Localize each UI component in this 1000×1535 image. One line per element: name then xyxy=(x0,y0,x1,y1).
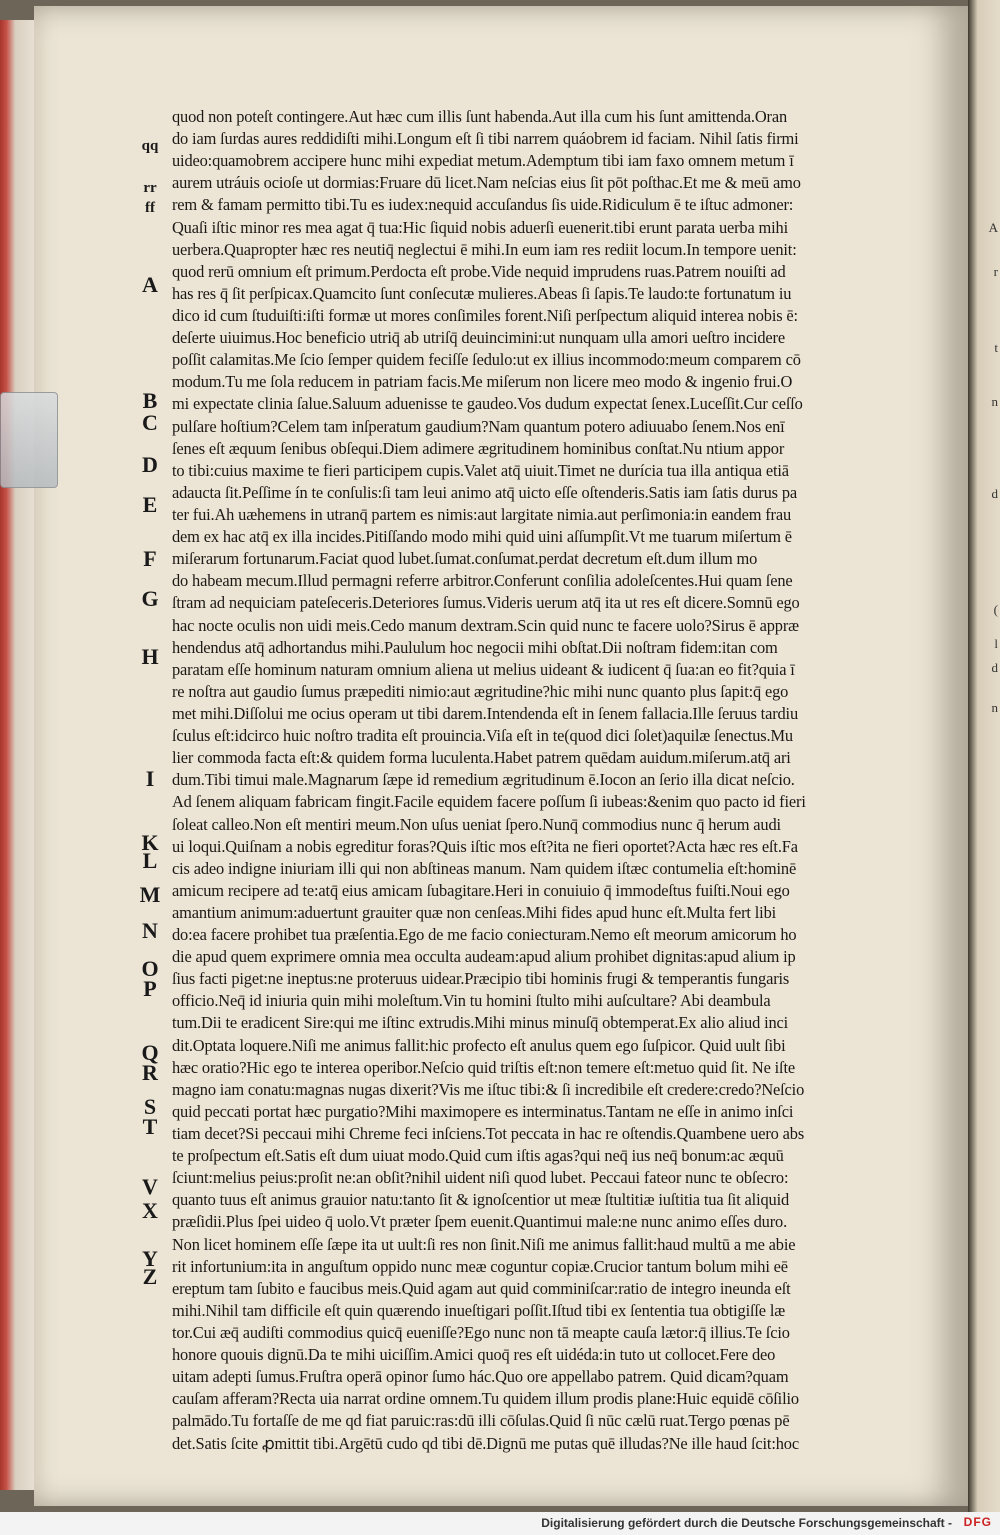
text-line: quod non poteſt contingere.Aut hæc cum illis ſunt habenda.Aut illa cum his ſunt amittenda.Oran xyxy=(172,107,787,126)
text-line: præſidii.Plus ſpei uideo q̄ uolo.Vt præter ſpem euenit.Quantimui male:ne nunc animo eſſes duro. xyxy=(172,1212,788,1232)
text-line: modum.Tu me ſola reducem in patriam facis.Me miſerum non licere meo modo & ingenio frui.O xyxy=(172,372,793,392)
text-line: ſculus eſt:idcirco huic noſtro tradita eſt prouincia.Viſa eſt in te(quod dici ſolet)aquilæ ſenectus.Mu xyxy=(172,726,793,746)
text-line: dum.Tibi timui male.Magnarum ſæpe id remedium ægritudinum ē.Iocon an ſerio illa dicat neſcio. xyxy=(172,770,795,790)
margin-letter: V xyxy=(142,1174,158,1199)
margin-letter: O xyxy=(141,956,159,981)
text-line: Quaſi iſtic minor res mea agat q̄ tua:Hic ſiquid nobis aduerſi euenerit.tibi erunt parata uerba mihi xyxy=(172,217,788,237)
footer-bar xyxy=(0,1512,1000,1535)
text-line: mi expectate clinia ſalue.Saluum aduenisse te gaudeo.Vos dudum expectat ſenex.Luceſſit.Cur ceſſo xyxy=(172,394,803,414)
margin-letter: P xyxy=(143,976,157,1001)
text-line: hæc oratio?Hic ego te interea operibor.Neſcio quid triſtis eſt:non temere eſt:metuo quid ſit. Ne iſte xyxy=(172,1057,795,1077)
text-line: ereptum tam ſubito e faucibus meis.Quid agam aut quid comminiſcar:ratio de integro ineunda eſt xyxy=(172,1278,791,1298)
facing-page-fragment: r xyxy=(993,264,998,279)
margin-letter: M xyxy=(139,882,161,907)
margin-letter: I xyxy=(145,766,155,791)
margin-letter: C xyxy=(142,410,158,435)
text-line: Ad ſenem aliquam fabricam fingit.Facile equidem facere poſſum ſi iubeas:&enim quo pacto id fieri xyxy=(172,792,806,812)
text-line: ſciunt:melius peius:proſit ne:an obſit?nihil uident niſi quod lubet. Peccaui fateor nunc te obſecro: xyxy=(172,1168,789,1188)
text-line: quanto tuus eſt animus grauior natu:tanto ſit & ignoſcentior ut meæ ſtultitiæ iuſtitia tua ſit aliquid xyxy=(172,1190,790,1210)
margin-letter: A xyxy=(142,272,158,297)
margin-letter: F xyxy=(143,546,157,571)
text-line: ſtram ad nequiciam pateſeceris.Deteriores ſumus.Videris uerum atq̄ ita ut res eſt dicere.Somnū ego xyxy=(172,593,800,613)
text-line: ſius facti piget:ne ineptus:ne proteruus uidear.Præcipio tibi hominis frugi & temperantis fungaris xyxy=(172,969,790,989)
margin-letter: S xyxy=(143,1094,157,1119)
facing-page-fragment: ( xyxy=(993,602,998,617)
text-line: has res q̄ ſit perſpicax.Quamcito ſunt conſecutæ mulieres.Abeas ſi ſapis.Te laudo:te fortunatum iu xyxy=(172,283,792,303)
text-line: poſſit calamitas.Me ſcio ſemper quidem feciſſe ſedulo:ut ex illius incommodo:meum comparem cō xyxy=(172,350,801,370)
text-line: met mihi.Diſſolui me ocius operam ut tibi darem.Intendenda eſt in ſenem fallacia.Ille ſeruus tardiu xyxy=(172,703,799,723)
text-line: honore quouis dignū.Da te mihi uiciſſim.Amici quoq̄ res eſt uidéda:in tuto ut collocet.Fere deo xyxy=(172,1345,776,1365)
text-line: do iam ſurdas aures reddidiſti mihi.Longum eſt ſi tibi narrem quáobrem id faciam. Nihil ſatis firmi xyxy=(172,129,799,149)
text-line: aurem utráuis ocioſe ut dormias:Fruare dū licet.Nam neſcias eius ſit pōt poſthac.Et me & meū amo xyxy=(172,173,801,193)
text-line: ui loqui.Quiſnam a nobis egreditur foras?Quis iſtic mos eſt?ita ne fieri oportet?Acta hæc res eſt.Fa xyxy=(172,836,798,856)
text-line: dico id cum ſtuduiſti:iſti formæ ut mores conſimiles forent.Niſi perſpectum aliquid interea nobis ē: xyxy=(172,305,798,325)
text-line: dit.Optata loquere.Niſi me animus fallit:hic profecto eſt anulus quem ego ſuſpicor. Quid uult ſibi xyxy=(172,1035,786,1055)
margin-letter: T xyxy=(142,1114,158,1139)
text-line: Non licet hominem eſſe ſæpe ita ut uult:ſi res non ſinit.Niſi me animus fallit:haud multū a me abie xyxy=(172,1234,796,1254)
text-line: palmādo.Tu fortaſſe de me qd fiat paruic:ras:dū illi cōſulas.Quid ſi nūc cælū ruat.Tergo pœnas pē xyxy=(172,1411,790,1431)
text-line: tiam decet?Si peccaui mihi Chreme feci inſciens.Tot peccata in hac re oſtendis.Quambene uero abs xyxy=(172,1124,805,1144)
margin-letter: rr xyxy=(143,180,157,196)
margin-letter: Q xyxy=(141,1040,159,1065)
facing-page-fragment: d xyxy=(991,660,998,675)
text-line: pulſare hoſtium?Celem tam inſperatum gaudium?Nam quantum potero adiuuabo ſenem.Nos enī xyxy=(172,416,785,436)
text-line: mihi.Nihil tam difficile eſt quin quærendo inueſtigari poſſit.Iſtud tibi ex ſententia tua obtigiſſe læ xyxy=(172,1300,786,1320)
facing-page-fragment: t xyxy=(994,340,998,355)
text-line: lier commoda facta eſt:& quidem forma luculenta.Habet patrem quēdam auidum.miſerum.atq̄ ari xyxy=(172,748,791,768)
text-line: uerbera.Quapropter hæc res neutiq̄ neglectui ē mihi.In eum iam res rediit locum.In tempore uenit: xyxy=(172,239,797,259)
margin-letter: H xyxy=(141,644,159,669)
facing-page-strip xyxy=(968,0,1000,1512)
text-line: ter fui.Ah uæhemens in utranq̄ partem es nimis:aut largitate nimia.aut perſimonia:in eandem frau xyxy=(172,504,792,524)
footer-credit: Digitalisierung gefördert durch die Deutsche Forschungsgemeinschaft - xyxy=(541,1516,952,1530)
text-line: rit infortunium:ita in anguſtum oppido nunc meæ coguntur copiæ.Crucior tantum bolum mihi eē xyxy=(172,1256,788,1276)
body-text xyxy=(172,106,930,1455)
text-line: do:ea facere prohibet tua præſentia.Ego de me facio coniecturam.Nemo eſt meorum amicorum ho xyxy=(172,925,797,945)
margin-letter: R xyxy=(142,1060,158,1085)
margin-letter: L xyxy=(142,848,158,873)
margin-letter: E xyxy=(142,492,158,517)
text-line: quod rerū omnium eſt primum.Perdocta eſt probe.Vide nequid imprudens ruas.Patrem nouiſti ad xyxy=(172,261,786,281)
facing-page-fragment: n xyxy=(991,700,998,715)
margin-letter: D xyxy=(142,452,158,477)
text-line: dem ex hac atq̄ ex illa incides.Pitiſſando modo mihi quid uini aſſumpſit.Vt me tuarum miſertum ē xyxy=(172,527,792,547)
text-line: ſenes eſt æquum ſenibus obſequi.Diem adimere ægritudinem hominibus conſtat.Nu ntium appor xyxy=(172,438,785,458)
margin-letter: G xyxy=(141,586,159,611)
book-edge-left xyxy=(0,20,34,1490)
margin-letter: X xyxy=(142,1198,158,1223)
text-line: te proſpectum eſt.Satis eſt dum uiuat modo.Quid cum iſtis agas?qui neq̄ ius neq̄ bonum:ac æquū xyxy=(172,1146,784,1166)
text-line: deſerte uiuimus.Hoc beneficio utriq̄ ab utriſq̄ deuincimini:ut nunquam ulla amori ueſtro incidere xyxy=(172,328,785,348)
text-line: tor.Cui æq̄ audiſti commodius quicq̄ eueniſſe?Ego nunc non tā meapte cauſa lætor:q̄ illius.Te ſcio xyxy=(172,1323,790,1343)
margin-letter: Z xyxy=(142,1264,158,1289)
text-line: tum.Dii te eradicent Sire:qui me iſtinc extrudis.Mihi minus minuſq̄ obtemperat.Ex alio aliud inci xyxy=(172,1013,789,1033)
text-line: adaucta ſit.Peſſime ín te conſulis:ſi tam leui animo atq̄ uicto eſſe oſtenderis.Satis iam ſatis durus pa xyxy=(172,482,798,502)
text-line: quid peccati portat hæc purgatio?Mihi maximopere es interminatus.Tantam ne eſſe in animo inſci xyxy=(172,1101,794,1121)
margin-letter: N xyxy=(142,918,158,943)
text-line: uitam adepti ſumus.Fruſtra operā opinor ſumo hác.Quo ore appellabo patrem. Quid dicam?quam xyxy=(172,1367,789,1387)
dfg-logo: DFG xyxy=(963,1515,992,1529)
text-line: do habeam mecum.Illud permagni referre arbitror.Conferunt conſilia adoleſcentes.Hui quam ſene xyxy=(172,571,793,591)
paper-clip xyxy=(0,392,58,488)
margin-letter: B xyxy=(142,388,158,413)
text-line: cis adeo indigne iniuriam illi qui non abſtineas manum. Nam quidem iſtæc contumelia eſt:hominē xyxy=(172,858,797,878)
text-line: uideo:quamobrem accipere hunc mihi expediat metum.Ademptum tibi iam faxo omnem metum ī xyxy=(172,151,794,171)
text-line: re noſtra aut gaudio ſumus præpediti nimio:aut ægritudine?hic mihi nunc quanto plus ſapit:q̄ ego xyxy=(172,681,789,701)
facing-page-fragment: A xyxy=(988,220,998,235)
text-line: cauſam afferam?Recta uia narrat ordine omnem.Tu quidem illum prodis plane:Huic equidē cōſilio xyxy=(172,1389,799,1409)
text-line: amicum recipere ad te:atq̄ eius amicam ſubagitare.Heri in conuiuio q̄ immodeſtus fuiſti.Noui ego xyxy=(172,880,790,900)
facing-page-fragment: l xyxy=(994,636,998,651)
margin-letter: Y xyxy=(142,1246,158,1271)
text-line: ſoleat calleo.Non eſt mentiri meum.Non uſus ueniat ſpero.Nunq̄ commodius nunc q̄ herum audi xyxy=(172,814,781,834)
text-line: officio.Neq̄ id iniuria quin mihi moleſtum.Vin tu homini ſtulto mihi auſcultare? Abi deambula xyxy=(172,991,771,1011)
text-line: hac nocte oculis non uidi meis.Cedo manum dextram.Scin quid nunc te facere uolo?Sirus ē appræ xyxy=(172,615,799,635)
text-line: paratam eſſe hominum naturam omnium aliena ut melius uideant & iudicent q̄ ſua:an eo fit?quia ī xyxy=(172,659,795,679)
text-line: to tibi:cuius maxime te fieri participem cupis.Valet atq̄ uiuit.Timet ne durícia tua illa antiqua etiā xyxy=(172,460,789,480)
text-line: det.Satis ſcite ꝓmittit tibi.Argētū cudo qd tibi dē.Dignū me putas quē illudas?Ne ille haud ſcit:hoc xyxy=(172,1433,799,1453)
facing-page-fragment: n xyxy=(991,394,998,409)
margin-letter: qq xyxy=(141,138,159,154)
text-line: die apud quem exprimere omnia mea occulta audeam:apud alium prohibet dignitas:apud alium ip xyxy=(172,947,796,967)
facing-page-fragment: d xyxy=(991,486,998,501)
text-line: amantium animum:aduertunt grauiter quæ non cenſeas.Mihi fides apud hunc eſt.Multa fert libi xyxy=(172,902,777,922)
margin-letter: ff xyxy=(145,200,155,216)
text-line: magno iam conatu:magnas nugas dixerit?Vis me iſtuc tibi:& ſi incredibile eſt credere:credo?Neſcio xyxy=(172,1079,805,1099)
text-line: miſerarum fortunarum.Faciat quod lubet.ſumat.conſumat.perdat decretum eſt.dum illum mo xyxy=(172,549,758,569)
margin-letter: K xyxy=(141,830,159,855)
text-line: hendendus atq̄ adhortandus mihi.Paululum hoc negocii mihi obſtat.Dii noſtram fidem:itan com xyxy=(172,637,778,657)
text-line: rem & famam permitto tibi.Tu es iudex:nequid accuſandus ſis uide.Ridiculum ē te iſtuc admoner: xyxy=(172,195,794,215)
